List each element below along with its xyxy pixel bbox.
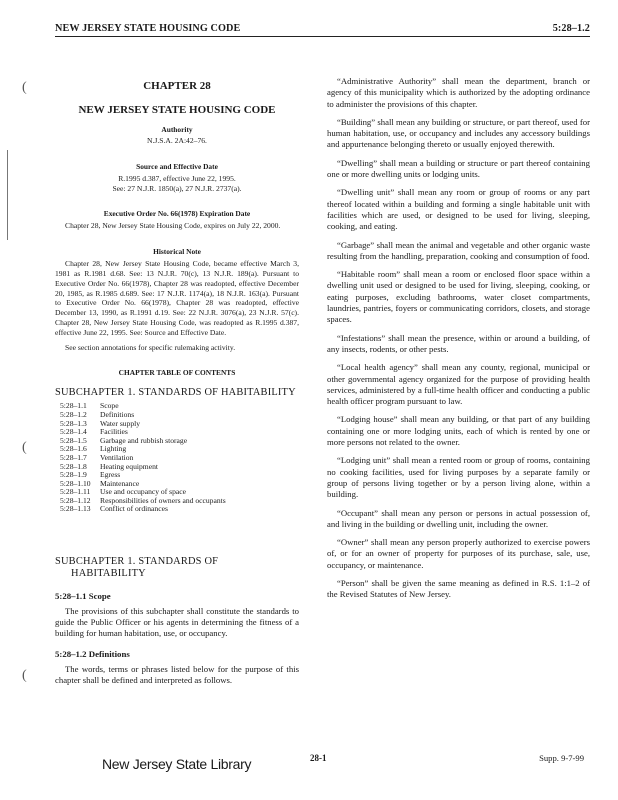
toc-row [55,505,299,514]
toc-row [55,497,299,506]
definition-paragraph: “Building” shall mean any building or structure, or part thereof, used for human habitation, use, or occupancy and includes any accessory buildings and appurtenance belonging thereto or usually enjoyed therewith. [327,116,590,150]
left-column [55,50,299,686]
historical-note-text: Chapter 28, New Jersey State Housing Code, became effective March 3, 1981 as R.1981 d.68. See: 13 N.J.R. 70(c), 13 N.J.R. 189(a). Pursuant to Executive Order No. 66(1978), Chapter 28 was readopted, effective December 20, 1985, as R.1985 d.689. See: 17 N.J.R. 1174(a), 18 N.J.R. 163(a). Pursuant to Executive Order No. 66(1978), Chapter 28 was readopted, effective December 13, 1990, as R.1991 d.19. See: 22 N.J.R. 3076(a), 23 N.J.R. 57(c). Chapter 28, New Jersey State Housing Code, was readopted as R.1995 d.387, effective June 22, 1995. See: Source and Effective Date. [55,259,299,337]
toc-section-title: Heating equipment [100,461,158,471]
library-stamp: New Jersey State Library [102,756,252,772]
authority-text: N.J.S.A. 2A:42–76. [147,136,207,145]
chapter-title: NEW JERSEY STATE HOUSING CODE [78,104,276,116]
toc-heading: CHAPTER TABLE OF CONTENTS [118,368,236,378]
right-column-definitions [327,76,590,608]
toc-section-number: 5:28–1.1 [60,401,87,411]
exec-order-heading: Executive Order No. 66(1978) Expiration Date [103,209,251,219]
toc-section-title: Egress [100,470,121,480]
historical-note-heading: Historical Note [153,247,201,257]
toc-subchapter-title: SUBCHAPTER 1. STANDARDS OF HABITABILITY [55,387,296,399]
toc-section-title: Maintenance [100,478,140,488]
toc-section-title: Use and occupancy of space [100,487,187,497]
toc-row [55,445,299,454]
toc-section-number: 5:28–1.7 [60,452,87,462]
subchapter-heading-line-1: SUBCHAPTER 1. STANDARDS OF [55,556,219,568]
toc-row [55,437,299,446]
toc-section-title: Garbage and rubbish storage [100,435,188,445]
annotation-note: See section annotations for specific rulemaking activity. [65,342,236,352]
source-line-1: R.1995 d.387, effective June 22, 1995. [118,173,236,183]
definition-paragraph: “Infestations” shall mean the presence, within or around a building, of any insects, rodents, or other pests. [327,332,590,354]
toc-section-number: 5:28–1.3 [60,418,87,428]
definition-paragraph: “Habitable room” shall mean a room or enclosed floor space within a dwelling unit used or designed to be used for living, sleeping, cooking, or eating purposes, excluding bathrooms, water closet compartments, laundries, pantries, foyers or communicating corridors, closets, and storage spaces. [327,269,590,325]
toc-section-number: 5:28–1.12 [60,495,91,505]
scope-heading: 5:28–1.1 Scope [55,591,111,602]
toc-section-title: Scope [100,401,119,411]
margin-bracket-mark: ( [22,668,27,683]
toc-section-number: 5:28–1.11 [60,487,91,497]
authority-heading: Authority [161,125,193,134]
toc-section-title: Lighting [100,444,127,454]
toc-section-title: Conflict of ordinances [100,504,168,514]
definition-paragraph: “Local health agency” shall mean any county, regional, municipal or other governmental agency organized for the purpose of providing health services, administered by a full-time health officer and conducting a public health officer program pursuant to law. [327,362,590,407]
source-line-2: See: 27 N.J.R. 1850(a), 27 N.J.R. 2737(a). [112,183,242,193]
toc-section-number: 5:28–1.9 [60,470,87,480]
toc-section-number: 5:28–1.4 [60,427,87,437]
table-of-contents [55,402,299,514]
definition-paragraph: “Administrative Authority” shall mean the department, branch or agency of this municipality which is authorized by the adopting ordinance to administer the provisions of this chapter. [327,76,590,109]
page-footer [0,752,618,782]
toc-section-number: 5:28–1.13 [60,504,91,514]
toc-row [55,402,299,411]
toc-section-number: 5:28–1.5 [60,435,87,445]
toc-section-number: 5:28–1.8 [60,461,87,471]
toc-section-title: Definitions [100,409,135,419]
toc-section-number: 5:28–1.2 [60,409,87,419]
subchapter-heading [55,556,299,580]
supplement-date: Supp. 9-7-99 [539,753,584,763]
definition-paragraph: “Lodging unit” shall mean a rented room or group of rooms, containing no cooking facilities, used for living purposes by a separate family or group of persons living together or by a person living alone, within a building. [327,455,590,500]
toc-section-title: Facilities [100,427,128,437]
toc-section-title: Responsibilities of owners and occupants [100,495,226,505]
toc-section-number: 5:28–1.6 [60,444,87,454]
toc-section-title: Ventilation [100,452,134,462]
toc-row [55,420,299,429]
running-header [55,20,590,36]
definition-paragraph: “Dwelling” shall mean a building or structure or part thereof containing one or more dwelling units or lodging units. [327,157,590,180]
definition-paragraph: “Garbage” shall mean the animal and vegetable and other organic waste resulting from the handling, preparation, cooking and consumption of food. [327,239,590,261]
margin-line [7,150,8,240]
toc-row [55,454,299,463]
definition-paragraph: “Occupant” shall mean any person or persons in actual possession of, and living in the building or dwelling unit, including the owner. [327,507,590,529]
definition-paragraph: “Owner” shall mean any person properly authorized to exercise powers of, or for an owner of property for purposes of its purchase, sale, use, occupancy, or maintenance. [327,537,590,570]
definition-paragraph: “Lodging house” shall mean any building, or that part of any building containing one or more lodging units, each of which is rented by one or more persons not related to the owner. [327,414,590,448]
source-heading: Source and Effective Date [136,161,218,171]
header-section-number: 5:28–1.2 [552,23,590,34]
margin-bracket-mark: ( [22,440,27,455]
subchapter-heading-line-2: HABITABILITY [71,568,146,580]
toc-section-title: Water supply [100,418,141,428]
definitions-intro: The words, terms or phrases listed below for the purpose of this chapter shall be defined and interpreted as follows. [55,663,299,685]
toc-section-number: 5:28–1.10 [60,478,91,488]
scope-text: The provisions of this subchapter shall constitute the standards to guide the Public Officer or his agents in determining the fitness of a building for human habitation, use, or occupancy. [55,606,299,639]
chapter-label: CHAPTER 28 [143,80,211,92]
toc-row [55,463,299,472]
definitions-heading: 5:28–1.2 Definitions [55,648,130,659]
header-title: NEW JERSEY STATE HOUSING CODE [55,23,241,34]
header-rule [55,36,590,37]
exec-order-text: Chapter 28, New Jersey State Housing Code, expires on July 22, 2000. [65,221,281,231]
definition-paragraph: “Person” shall be given the same meaning as defined in R.S. 1:1–2 of the Revised Statutes of New Jersey. [327,577,590,600]
definition-paragraph: “Dwelling unit” shall mean any room or group of rooms or any part thereof located within a building and forming a single habitable unit with facilities which are used, or designed to be used for living, sleeping, cooking, and eating. [327,187,590,232]
margin-bracket-mark: ( [22,80,27,95]
toc-row [55,471,299,480]
toc-row [55,411,299,420]
page-number: 28-1 [310,753,327,763]
